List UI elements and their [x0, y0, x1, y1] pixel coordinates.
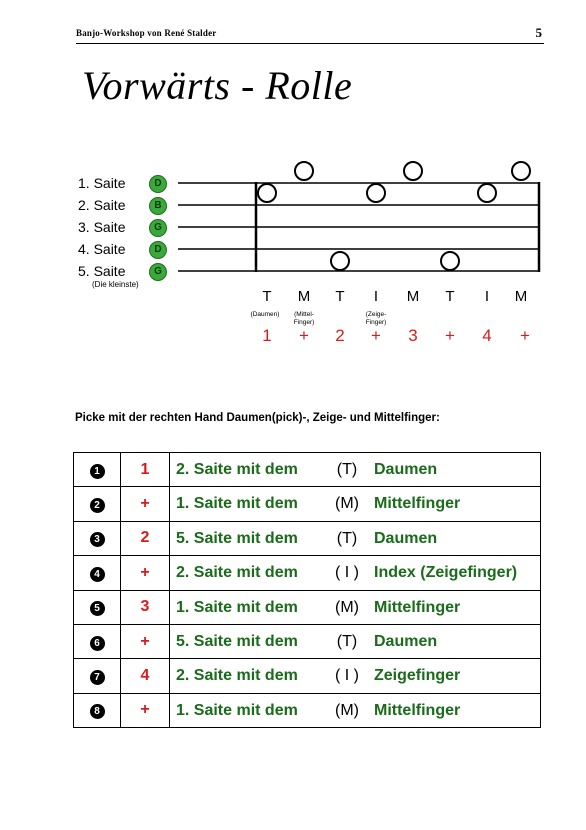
tab-note-2 — [295, 162, 313, 180]
step-finger: Daumen — [374, 461, 438, 478]
string-label-2: 2. Saite — [78, 197, 126, 213]
finger-4: I — [373, 288, 379, 305]
note-circle-2: B — [149, 197, 167, 215]
finger-1: T — [262, 288, 272, 305]
string-label-1: 1. Saite — [78, 175, 126, 191]
page-title: Vorwärts - Rolle — [82, 63, 353, 108]
tab-note-4 — [367, 184, 385, 202]
step-number: 8 — [90, 704, 105, 719]
note-circle-3: G — [149, 219, 167, 237]
step-finger: Daumen — [374, 529, 438, 547]
step-abbr: (T) — [336, 461, 358, 478]
page-number: 5 — [535, 25, 542, 40]
tab-note-7 — [478, 184, 496, 202]
table-row — [74, 487, 541, 521]
finger-8: M — [514, 288, 528, 305]
count-7: 4 — [482, 326, 492, 345]
step-count: 4 — [121, 659, 170, 693]
table-row — [74, 521, 541, 555]
step-count: + — [121, 693, 170, 727]
finger-5: M — [406, 288, 420, 305]
step-number: 3 — [90, 532, 105, 547]
count-6: + — [445, 326, 455, 345]
count-5: 3 — [408, 326, 418, 345]
string-label-5: 5. Saite — [78, 263, 126, 279]
step-finger: Mittelfinger — [374, 598, 461, 616]
tab-note-6 — [441, 252, 459, 270]
tab-note-1 — [258, 184, 276, 202]
count-3: 2 — [335, 326, 345, 345]
step-string: 2. Saite mit dem — [176, 667, 298, 685]
step-abbr: (M) — [335, 598, 359, 616]
step-finger: Daumen — [374, 632, 438, 650]
smallest-string-note: (Die kleinste) — [92, 280, 139, 289]
step-number: 5 — [90, 601, 105, 616]
step-finger: Index (Zeigefinger) — [374, 564, 518, 582]
step-string: 1. Saite mit dem — [176, 495, 298, 513]
finger-2: M — [297, 288, 311, 305]
step-count: + — [121, 556, 170, 590]
step-number: 4 — [90, 567, 105, 582]
finger-sub-mittel: (Mittel- Finger) — [293, 311, 315, 326]
table-row — [74, 453, 541, 487]
count-2: + — [299, 326, 309, 345]
step-count: + — [121, 487, 170, 521]
finger-3: T — [335, 288, 345, 305]
step-count: 2 — [121, 521, 170, 555]
count-8: + — [520, 326, 530, 345]
step-count: 3 — [121, 590, 170, 624]
tab-note-5 — [404, 162, 422, 180]
note-circle-5: G — [149, 263, 167, 281]
tab-note-3 — [331, 252, 349, 270]
step-count: 1 — [121, 453, 170, 487]
step-string: 2. Saite mit dem — [176, 564, 298, 582]
finger-6: T — [445, 288, 455, 305]
string-label-4: 4. Saite — [78, 241, 126, 257]
finger-7: I — [484, 288, 490, 305]
tablature — [0, 0, 586, 300]
table-row — [74, 693, 541, 727]
count-4: + — [371, 326, 381, 345]
step-abbr: (T) — [336, 632, 358, 650]
step-abbr: (M) — [335, 495, 359, 513]
note-circle-4: D — [149, 241, 167, 259]
finger-sub-zeige: (Zeige- Finger) — [365, 311, 387, 326]
step-string: 1. Saite mit dem — [176, 701, 298, 719]
step-number: 1 — [90, 464, 105, 479]
table-row — [74, 590, 541, 624]
tab-note-8 — [512, 162, 530, 180]
step-count: + — [121, 624, 170, 658]
step-abbr: (T) — [336, 529, 358, 547]
finger-sub-daumen: (Daumen) — [250, 311, 280, 318]
step-string: 1. Saite mit dem — [176, 598, 298, 616]
string-label-3: 3. Saite — [78, 219, 126, 235]
table-row — [74, 556, 541, 590]
instruction-text: Picke mit der rechten Hand Daumen(pick)-, Zeige- und Mittelfinger: — [75, 412, 440, 424]
step-number: 7 — [90, 670, 105, 685]
steps-table — [73, 452, 541, 728]
count-1: 1 — [262, 326, 272, 345]
step-abbr: ( I ) — [335, 667, 359, 685]
header-book-title: Banjo-Workshop von René Stalder — [76, 28, 217, 38]
step-string: 2. Saite mit dem — [176, 461, 298, 478]
step-string: 5. Saite mit dem — [176, 529, 298, 547]
table-row — [74, 624, 541, 658]
step-finger: Zeigefinger — [374, 667, 461, 685]
step-finger: Mittelfinger — [374, 495, 461, 513]
step-abbr: (M) — [335, 701, 359, 719]
step-finger: Mittelfinger — [374, 701, 461, 719]
step-number: 6 — [90, 636, 105, 651]
table-row — [74, 659, 541, 693]
step-abbr: ( I ) — [335, 564, 359, 582]
step-string: 5. Saite mit dem — [176, 632, 298, 650]
note-circle-1: D — [149, 175, 167, 193]
step-number: 2 — [90, 498, 105, 513]
